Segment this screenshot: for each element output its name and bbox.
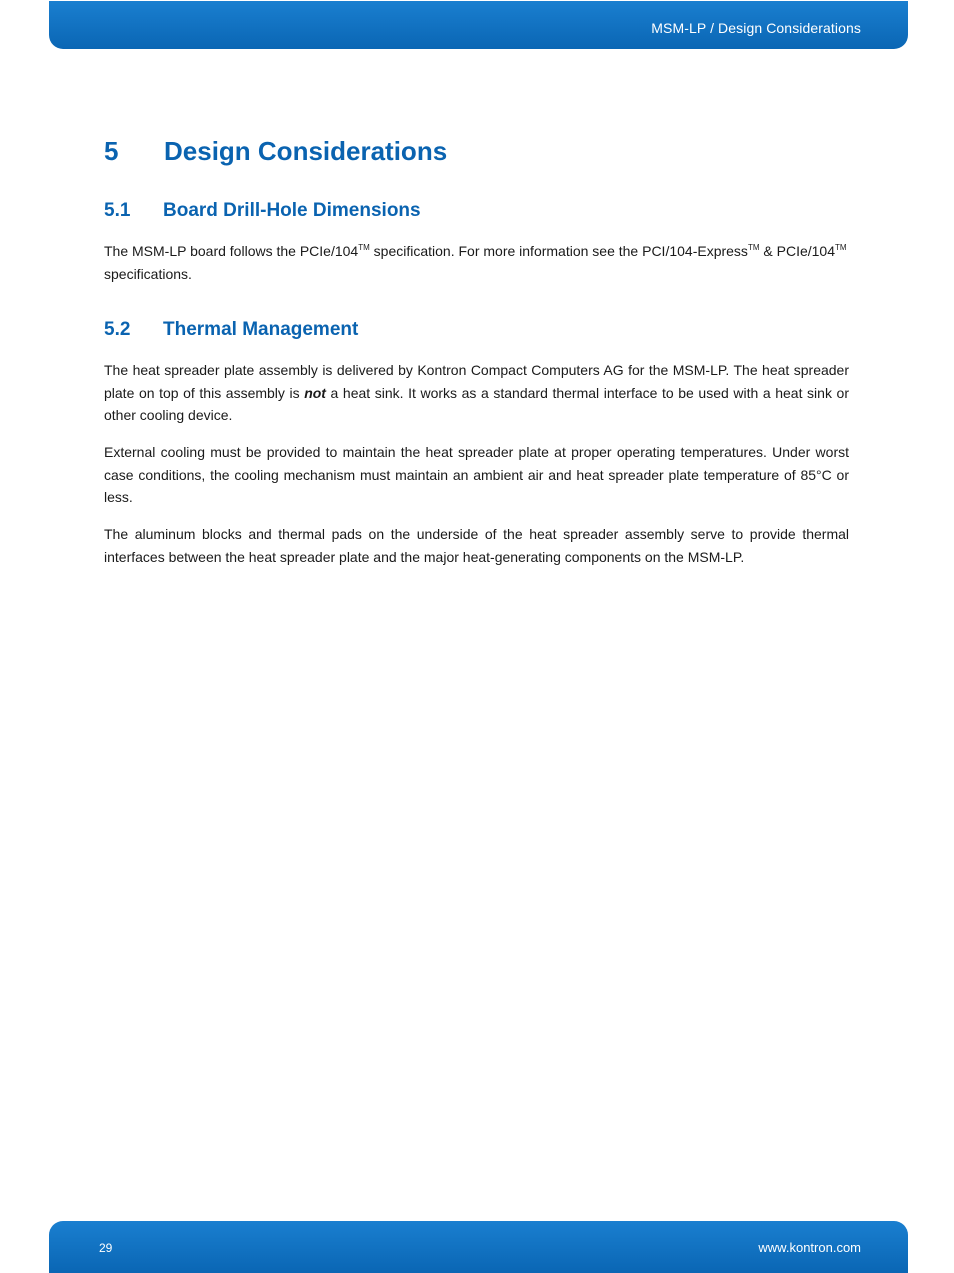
page-footer	[49, 1221, 908, 1273]
emphasis-text: not	[304, 384, 326, 401]
paragraph-aluminum-blocks: The aluminum blocks and thermal pads on the underside of the heat spreader assembly serve to provide thermal interfaces between the heat spreader plate and the major heat-generating components on the MSM-LP.	[104, 526, 849, 565]
section-heading-5-1	[104, 200, 849, 222]
page-number: 29	[99, 1241, 113, 1255]
section-title-5-1: Board Drill-Hole Dimensions	[163, 200, 421, 221]
paragraph-drill-hole	[104, 240, 849, 285]
section-number-5-1: 5.1	[104, 200, 131, 221]
text-run: & PCIe/104	[759, 243, 835, 259]
text-run: The MSM-LP board follows the PCIe/104	[104, 243, 359, 259]
chapter-number: 5	[104, 136, 119, 166]
text-run: specification. For more information see the PCI/104-Express	[369, 243, 748, 259]
text-run: a heat sink. It works as a standard thermal interface to be used with a heat sink or other cooling device.	[104, 384, 849, 423]
trademark-mark: TM	[747, 243, 760, 252]
text-run: specifications.	[104, 265, 192, 282]
footer-url: www.kontron.com	[758, 1240, 861, 1255]
trademark-mark: TM	[835, 243, 847, 252]
section-title-5-2: Thermal Management	[163, 319, 359, 340]
trademark-mark: TM	[358, 243, 370, 252]
paragraph-heat-spreader	[104, 359, 849, 427]
chapter-heading	[104, 136, 849, 167]
text-run: The heat spreader plate assembly is delivered by Kontron Compact Computers AG for the MSM-LP. The heat spreader plate on top of this assembly is	[104, 362, 849, 401]
header-title: MSM-LP / Design Considerations	[651, 20, 861, 36]
paragraph-external-cooling: External cooling must be provided to maintain the heat spreader plate at proper operating temperatures. Under worst case conditions, the cooling mechanism must maintain an ambient air and heat spreader plate temperature of 85°C or less.	[104, 444, 849, 505]
chapter-title: Design Considerations	[164, 136, 448, 166]
page-header	[49, 1, 908, 49]
section-number-5-2: 5.2	[104, 319, 131, 340]
section-heading-5-2	[104, 319, 849, 341]
